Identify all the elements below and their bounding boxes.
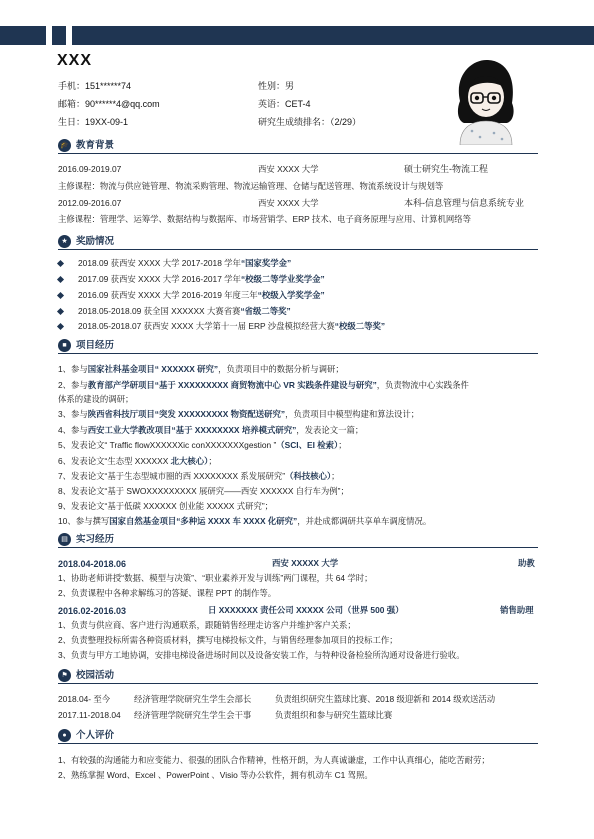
- project-item: 2、参与教育部产学研项目“基于 XXXXXXXXX 商贸物流中心 VR 实践条件建设与研究”，负责物流中心实践条件: [58, 380, 469, 390]
- project-item-continued: 体系的建设的调研；: [58, 394, 134, 404]
- building-icon: ▤: [58, 533, 71, 546]
- section-title-internship: 实习经历: [76, 534, 115, 545]
- project-item: 1、参与国家社科基金项目“ XXXXXX 研究”，负责项目中的数据分析与调研；: [58, 364, 344, 374]
- campus-2-date: 2017.11-2018.04: [58, 710, 121, 720]
- project-item: 7、发表论文“基于生态型城市圈的西 XXXXXXXX 系发展研究”（科技核心）；: [58, 471, 340, 481]
- header-bar: [72, 26, 594, 45]
- project-item: 4、参与西安工业大学教改项目“基于 XXXXXXXX 培养模式研究”，发表论文一篇；: [58, 425, 364, 435]
- project-item: 10、参与撰写国家自然基金项目“多种运 XXXX 车 XXXX 化研究”，并赴成都调研共享单车调度情况。: [58, 516, 432, 526]
- phone-info: 手机：151******74: [58, 81, 132, 91]
- flag-icon: ⚑: [58, 669, 71, 682]
- evaluation-item: 2、熟练掌握 Word、Excel 、PowerPoint 、Visio 等办公软件，拥有机动车 C1 驾照。: [58, 770, 373, 780]
- internship-2-date: 2016.02-2016.03: [58, 606, 127, 616]
- section-title-evaluation: 个人评价: [76, 730, 115, 741]
- section-education: [58, 139, 538, 154]
- section-title-awards: 奖励情况: [76, 236, 115, 247]
- education-2-school: 西安 XXXX 大学: [258, 198, 319, 208]
- header-bar-segment: [52, 26, 66, 45]
- evaluation-item: 1、有较强的沟通能力和应变能力、很强的团队合作精神，性格开朗，为人真诚谦虚，工作中认真细心，能吃苦耐劳；: [58, 755, 490, 765]
- person-icon: ●: [58, 729, 71, 742]
- graduation-cap-icon: 🎓: [58, 139, 71, 152]
- education-2-degree: 本科-信息管理与信息系统专业: [404, 198, 524, 208]
- education-2-courses: 主修课程：管理学、运筹学、数据结构与数据库、市场营销学、ERP 技术、电子商务原理与应用、计算机网络等: [58, 214, 472, 224]
- award-item: 2018.05-2018.07 获西安 XXXX 大学第十一届 ERP 沙盘模拟经营大赛“校级二等奖”: [78, 321, 386, 331]
- education-1-date: 2016.09-2019.07: [58, 164, 122, 174]
- award-item: 2017.09 获西安 XXXX 大学 2016-2017 学年“校级二等学业奖学金”: [78, 274, 325, 284]
- bullet-icon: [57, 260, 64, 267]
- project-item: 8、发表论文“基于 SWOXXXXXXXXX 展研究——西安 XXXXXX 自行车为例”；: [58, 486, 349, 496]
- gender-info: 性别：男: [258, 81, 295, 91]
- bullet-icon: [57, 276, 64, 283]
- internship-2-detail: 2、负责整理投标所需各种资质材料，撰写电梯投标文件，与销售经理参加项目的投标工作；: [58, 635, 398, 645]
- bullet-icon: [57, 323, 64, 330]
- project-item: 3、参与陕西省科技厅项目“突发 XXXXXXXXX 物资配送研究”，负责项目中模型构建和算法设计；: [58, 409, 420, 419]
- section-title-campus: 校园活动: [76, 670, 115, 681]
- section-title-projects: 项目经历: [76, 340, 115, 351]
- campus-1-desc: 负责组织研究生篮球比赛、2018 级迎新和 2014 级欢送活动: [275, 694, 496, 704]
- birth-info: 生日：19XX-09-1: [58, 117, 129, 127]
- campus-2-role: 经济管理学院研究生学生会干事: [134, 710, 252, 720]
- education-1-degree: 硕士研究生-物流工程: [404, 164, 488, 174]
- education-1-school: 西安 XXXX 大学: [258, 164, 319, 174]
- section-projects: [58, 339, 538, 354]
- award-item: 2018.05-2018.09 获全国 XXXXXX 大赛省赛“省级二等奖”: [78, 306, 291, 316]
- award-item: 2016.09 获西安 XXXX 大学 2016-2019 年度三年“校级入学奖学金”: [78, 290, 325, 300]
- header-bar-segment: [0, 26, 46, 45]
- internship-2-role: 销售助理: [500, 605, 534, 615]
- internship-1-date: 2018.04-2018.06: [58, 559, 127, 569]
- section-campus: [58, 669, 538, 684]
- internship-2-detail: 3、负责与甲方工地协调，安排电梯设备进场时间以及设备安装工作，与特种设备检验所沟通对设备进行验收。: [58, 650, 465, 660]
- education-2-date: 2012.09-2016.07: [58, 198, 122, 208]
- section-internship: [58, 533, 538, 548]
- candidate-name: XXX: [57, 52, 93, 69]
- internship-2-org: 日 XXXXXXX 责任公司 XXXXX 公司（世界 500 强）: [208, 605, 404, 615]
- section-evaluation: [58, 729, 538, 744]
- project-item: 6、发表论文“生态型 XXXXXX 北大核心）；: [58, 456, 217, 466]
- section-awards: [58, 235, 538, 250]
- campus-1-role: 经济管理学院研究生学生会部长: [134, 694, 252, 704]
- email-info: 邮箱：90******4@qq.com: [58, 99, 160, 109]
- internship-2-detail: 1、负责与供应商、客户进行沟通联系，跟随销售经理走访客户并维护客户关系；: [58, 620, 356, 630]
- education-1-courses: 主修课程：物流与供应链管理、物流采购管理、物流运输管理、仓储与配送管理、物流系统设计与规划等: [58, 181, 444, 191]
- campus-2-desc: 负责组织和参与研究生篮球比赛: [275, 710, 393, 720]
- bullet-icon: [57, 292, 64, 299]
- project-item: 9、发表论文“基于低碳 XXXXXX 创业能 XXXXX 式研究”；: [58, 501, 273, 511]
- internship-1-org: 西安 XXXXX 大学: [272, 558, 339, 568]
- award-item: 2018.09 获西安 XXXX 大学 2017-2018 学年“国家奖学金”: [78, 258, 292, 268]
- briefcase-icon: ■: [58, 339, 71, 352]
- section-title-education: 教育背景: [76, 140, 115, 151]
- internship-1-role: 助教: [518, 558, 535, 568]
- rank-info: 研究生成绩排名：（2/29）: [258, 117, 362, 127]
- trophy-icon: ★: [58, 235, 71, 248]
- bullet-icon: [57, 308, 64, 315]
- internship-1-detail: 2、负责课程中各种求解练习的答疑、课程 PPT 的制作等。: [58, 588, 277, 598]
- english-info: 英语：CET-4: [258, 99, 311, 109]
- avatar: [450, 57, 520, 145]
- campus-1-date: 2018.04- 至今: [58, 694, 111, 704]
- internship-1-detail: 1、协助老师讲授“数据、模型与决策”、“职业素养开发与训练”两门课程，共 64 学时；: [58, 573, 373, 583]
- project-item: 5、发表论文“ Traffic flowXXXXXXic conXXXXXXXgestion ”（SCI、EI 检索）；: [58, 440, 347, 450]
